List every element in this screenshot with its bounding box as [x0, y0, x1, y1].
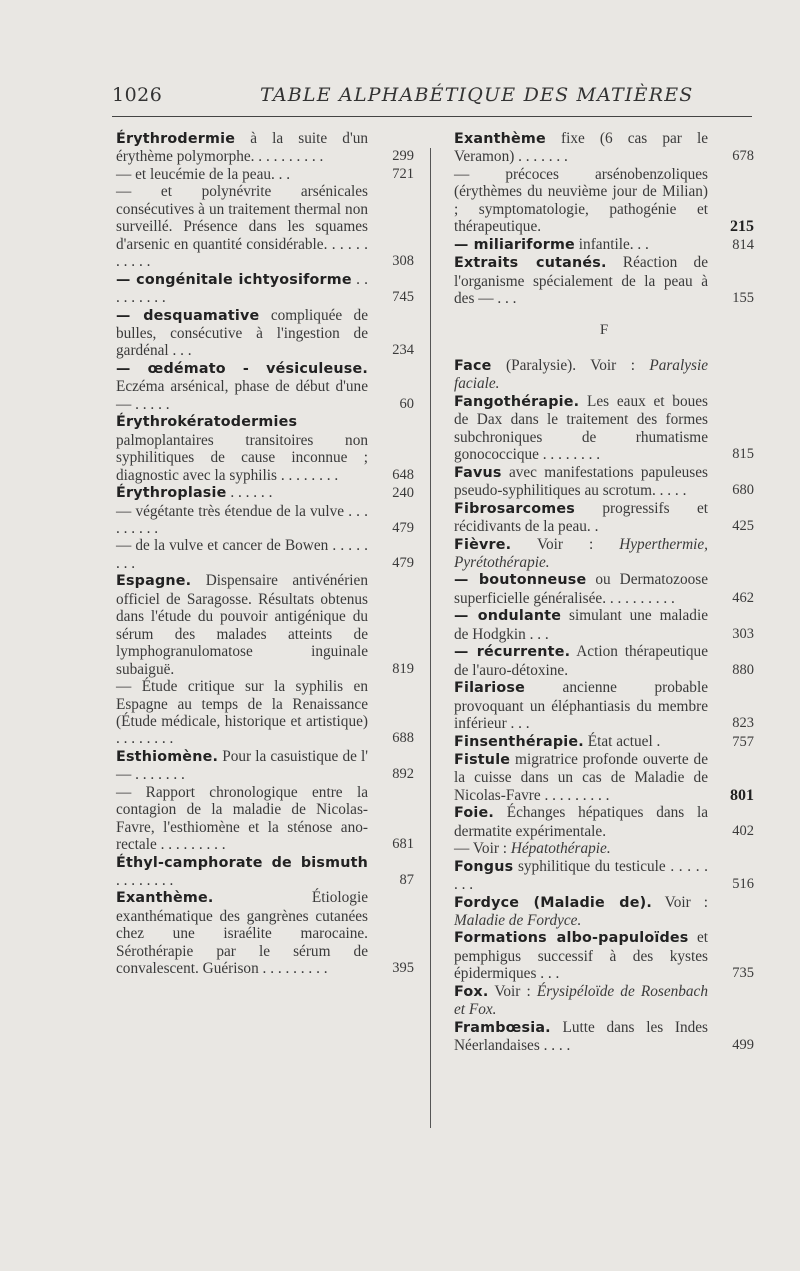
page-reference: 425: [732, 518, 754, 535]
index-entry: [116, 484, 414, 502]
index-entry: [454, 130, 754, 166]
entry-heading: Érythroplasie: [116, 485, 227, 502]
entry-text: [454, 733, 754, 751]
page-reference: 721: [392, 165, 414, 182]
entry-text: [116, 503, 414, 538]
entry-description: Voir :: [651, 893, 708, 911]
index-entry: [454, 254, 754, 307]
entry-heading: — œdémato - vésiculeuse.: [116, 360, 368, 377]
page-reference: 681: [392, 836, 414, 853]
entry-text: [454, 643, 754, 679]
entry-text: [454, 166, 754, 236]
entry-description: Réaction de l'organisme spécialement de la peau à des — . . .: [454, 254, 708, 308]
entry-text: [116, 889, 414, 977]
section-letter: F: [599, 321, 609, 338]
entry-text: [454, 536, 754, 572]
entry-heading: Face: [454, 357, 492, 374]
page-reference: 815: [732, 446, 754, 463]
index-entry: [116, 889, 414, 977]
entry-description: État actuel .: [583, 732, 661, 750]
entry-heading: Fongus: [454, 858, 514, 875]
page-reference: 240: [392, 485, 414, 502]
entry-text: [454, 751, 754, 804]
cross-reference: Hépatothérapie.: [510, 840, 611, 858]
index-entry: [116, 413, 414, 484]
entry-heading: Extraits cutanés.: [454, 255, 607, 272]
index-entry: [454, 464, 754, 500]
entry-description: palmoplantaires transitoires non syphilitiques de cause inconnue ; diagnostic avec la syphilis . . . . . . . .: [116, 431, 368, 484]
entry-heading: Fordyce (Maladie de).: [454, 894, 652, 911]
entry-text: [116, 360, 414, 413]
index-entry: [116, 572, 414, 678]
index-entry: [116, 166, 414, 183]
index-entry: [454, 643, 754, 679]
entry-text: [116, 537, 414, 572]
entry-heading: Esthiomène.: [116, 748, 219, 765]
entry-text: [116, 413, 414, 484]
cross-reference: Paralysie faciale.: [454, 356, 708, 393]
entry-text: [454, 357, 754, 393]
entry-text: [116, 572, 414, 678]
entry-text: [454, 894, 754, 930]
entry-text: [116, 784, 414, 854]
entry-description: . . . . . . . .: [116, 872, 174, 890]
index-entry: [116, 678, 414, 748]
page-reference: 680: [732, 482, 754, 499]
index-entry: [116, 503, 414, 538]
entry-heading: Formations albo-papuloïdes: [454, 930, 689, 947]
entry-text: [454, 679, 754, 732]
entry-description: Eczéma arsénical, phase de début d'une — . . . . .: [116, 378, 368, 413]
index-entry: [454, 571, 754, 607]
entry-description: ou Dermatozoose superficielle généralisée. . . . . . . . . .: [454, 571, 708, 607]
entry-text: [454, 130, 754, 166]
entry-heading: Exanthème: [454, 131, 546, 147]
page-reference: 757: [732, 733, 754, 750]
page-reference: 823: [732, 715, 754, 732]
entry-description: Voir :: [511, 535, 620, 553]
header-rule: [112, 116, 752, 117]
entry-text: [116, 166, 414, 183]
index-entry: [454, 733, 754, 751]
index-entry: [454, 804, 754, 840]
entry-description: Pour la casuistique de l' — . . . . . . .: [116, 747, 368, 784]
page-reference: 155: [732, 290, 754, 307]
left-column: [116, 130, 414, 978]
entry-heading: Espagne.: [116, 573, 192, 590]
cross-reference: Érysipéloïde de Rosenbach et Fox.: [454, 982, 708, 1019]
page-reference: 308: [392, 253, 414, 270]
entry-description: — et polynévrite arsénicales consécutives à un traitement thermal non surveillé. Présence dans les squames d'arsenic en quantité considérable. . . . . . . . . . .: [116, 183, 368, 271]
entry-text: [454, 571, 754, 607]
entry-description: — Rapport chronologique entre la contagion de la maladie de Nicolas-Favre, l'esthiomène et la sténose ano-rectale . . . . . . . . .: [116, 783, 368, 854]
entry-heading: Fibrosarcomes: [454, 500, 575, 517]
entry-description: — végétante très étendue de la vulve . . . . . . . . .: [116, 502, 368, 537]
entry-heading: Exanthème.: [116, 890, 214, 907]
entry-heading: Fox.: [454, 983, 489, 1000]
entry-text: [454, 804, 754, 840]
index-entry: [116, 748, 414, 784]
entry-description: Échanges hépatiques dans la dermatite expérimentale.: [454, 804, 708, 840]
entry-text: [116, 307, 414, 360]
entry-description: et pemphigus successif à des kystes épidermiques . . .: [454, 929, 708, 983]
page-reference: 395: [392, 960, 414, 977]
entry-heading: Filariose: [454, 680, 525, 697]
page-reference: 801: [730, 786, 754, 804]
page-reference: 462: [732, 589, 754, 606]
entry-text: [116, 130, 414, 166]
page-reference: 648: [392, 466, 414, 483]
entry-text: [454, 1019, 754, 1055]
entry-description: — et leucémie de la peau. . .: [116, 165, 291, 183]
page-reference: 402: [732, 822, 754, 839]
page-reference: 303: [732, 625, 754, 642]
index-entry: [454, 357, 754, 393]
index-entry: [454, 1019, 754, 1055]
entry-description: Voir :: [488, 982, 537, 1000]
index-entry: [454, 840, 754, 857]
entry-heading: — récurrente.: [454, 644, 571, 661]
page-reference: 745: [392, 289, 414, 306]
entry-heading: Frambœsia.: [454, 1019, 551, 1036]
page-reference: 678: [732, 148, 754, 165]
page-reference: 60: [399, 395, 414, 412]
entry-text: [116, 271, 414, 307]
entry-heading: Fangothérapie.: [454, 393, 580, 410]
page-reference: 499: [732, 1037, 754, 1054]
entry-text: [454, 858, 754, 894]
page-reference: 479: [392, 519, 414, 536]
entry-heading: — desquamative: [116, 307, 260, 324]
entry-heading: — ondulante: [454, 608, 562, 625]
index-entry: [116, 537, 414, 572]
entry-text: [454, 254, 754, 307]
entry-heading: — boutonneuse: [454, 572, 587, 589]
index-entry: [454, 166, 754, 236]
entry-description: Lutte dans les Indes Néerlandaises . . . .: [454, 1018, 708, 1055]
entry-text: [454, 393, 754, 464]
page-reference: 516: [732, 876, 754, 893]
index-entry: [454, 679, 754, 732]
entry-description: . . . . . .: [226, 484, 273, 502]
index-entry: [116, 130, 414, 166]
index-entry: [116, 854, 414, 890]
index-entry: [454, 894, 754, 930]
entry-text: [454, 236, 754, 254]
entry-description: Les eaux et boues de Dax dans le traitement des formes subchroniques de rhumatisme gonococcique . . . . . . . .: [454, 392, 708, 464]
page-reference: 735: [732, 965, 754, 982]
entry-description: infantile. . .: [574, 235, 649, 253]
page-reference: 880: [732, 661, 754, 678]
entry-description: (Paralysie). Voir :: [491, 356, 650, 374]
index-entry: [454, 236, 754, 254]
entry-text: [454, 929, 754, 982]
entry-description: compliquée de bulles, consécutive à l'ingestion de gardénal . . .: [116, 306, 368, 360]
index-entry: [454, 500, 754, 536]
index-entry: [116, 307, 414, 360]
entry-description: Action thérapeutique de l'auro-détoxine.: [454, 643, 708, 679]
entry-heading: — congénitale ichtyosiforme: [116, 271, 352, 288]
entry-description: à la suite d'un érythème polymorphe. . . . . . . . . .: [116, 130, 368, 166]
index-entry: [116, 784, 414, 854]
index-entry: [454, 929, 754, 982]
entry-description: Dispensaire antivénérien officiel de Saragosse. Résultats obtenus dans l'étude du pouvoir antigénique du sérum des malades atteints de lymphogranulomatose inguinale subaiguë.: [116, 572, 368, 678]
page-reference: 234: [392, 342, 414, 359]
entry-text: [454, 464, 754, 500]
entry-heading: Favus: [454, 464, 502, 481]
index-entry: [116, 360, 414, 413]
entry-description: progressifs et récidivants de la peau. .: [454, 499, 708, 536]
entry-heading: Finsenthérapie.: [454, 733, 584, 750]
entry-heading: Fièvre.: [454, 536, 512, 553]
entry-text: [116, 183, 414, 270]
entry-text: [454, 500, 754, 536]
page-reference: 819: [392, 660, 414, 677]
entry-description: — précoces arsénobenzoliques (érythèmes du neuvième jour de Milian) ; symptomatologie, pathogénie et thérapeutique.: [454, 165, 708, 236]
entry-description: . . . . . . . . .: [116, 270, 369, 307]
entry-description: simulant une maladie de Hodgkin . . .: [454, 607, 708, 643]
index-entry: [454, 983, 754, 1019]
page-reference: 479: [392, 554, 414, 571]
page-reference: 892: [392, 766, 414, 783]
entry-heading: Érythrokératodermies: [116, 414, 298, 431]
entry-heading: Érythrodermie: [116, 131, 236, 147]
page-number: 1026: [112, 84, 163, 106]
entry-description: syphilitique du testicule . . . . . . . .: [454, 857, 708, 894]
entry-description: — Voir :: [454, 840, 511, 858]
entry-text: [116, 484, 414, 502]
entry-description: — de la vulve et cancer de Bowen . . . . . . . .: [116, 537, 368, 572]
index-entry: [116, 183, 414, 270]
entry-text: [116, 678, 414, 748]
entry-description: avec manifestations papuleuses pseudo-syphilitiques au scrotum. . . . .: [454, 463, 708, 500]
index-entry: [454, 858, 754, 894]
entry-heading: Éthyl-camphorate de bismuth: [116, 854, 368, 871]
entry-description: — Étude critique sur la syphilis en Espagne au temps de la Renaissance (Étude médicale, historique et artistique) . . . . . . . .: [116, 678, 368, 748]
entry-heading: Foie.: [454, 805, 495, 822]
entry-text: [116, 748, 414, 784]
page-reference: 814: [732, 236, 754, 253]
index-entry: [454, 393, 754, 464]
cross-reference: Maladie de Fordyce.: [454, 912, 582, 930]
running-title: TABLE ALPHABÉTIQUE DES MATIÈRES: [260, 84, 694, 106]
column-divider: [430, 148, 431, 1128]
page-header: [112, 80, 752, 120]
entry-text: [116, 854, 414, 890]
index-entry: [454, 751, 754, 804]
page-reference: 215: [730, 218, 754, 236]
entry-text: [454, 607, 754, 643]
entry-text: [454, 840, 754, 857]
entry-description: migratrice profonde ouverte de la cuisse dans un cas de Maladie de Nicolas-Favre . . . . . . . . .: [454, 750, 708, 804]
entry-text: [454, 983, 754, 1019]
right-column: [454, 130, 754, 1055]
entry-description: ancienne probable provoquant un éléphantiasis du membre inférieur . . .: [454, 679, 708, 733]
entry-description: fixe (6 cas par le Veramon) . . . . . . .: [454, 130, 708, 166]
index-entry: [454, 536, 754, 572]
index-entry: [116, 271, 414, 307]
page-reference: 688: [392, 730, 414, 747]
entry-heading: Fistule: [454, 751, 511, 768]
page-reference: 87: [399, 872, 414, 889]
cross-reference: Hyperthermie, Pyrétothérapie.: [454, 535, 708, 571]
entry-heading: — miliariforme: [454, 236, 575, 253]
index-entry: [454, 607, 754, 643]
page-reference: 299: [392, 148, 414, 165]
entry-description: Étiologie exanthématique des gangrènes cutanées chez une israélite marocaine. Sérothérapie par le sérum de convalescent. Guérison . . . . . . . . .: [116, 889, 368, 978]
